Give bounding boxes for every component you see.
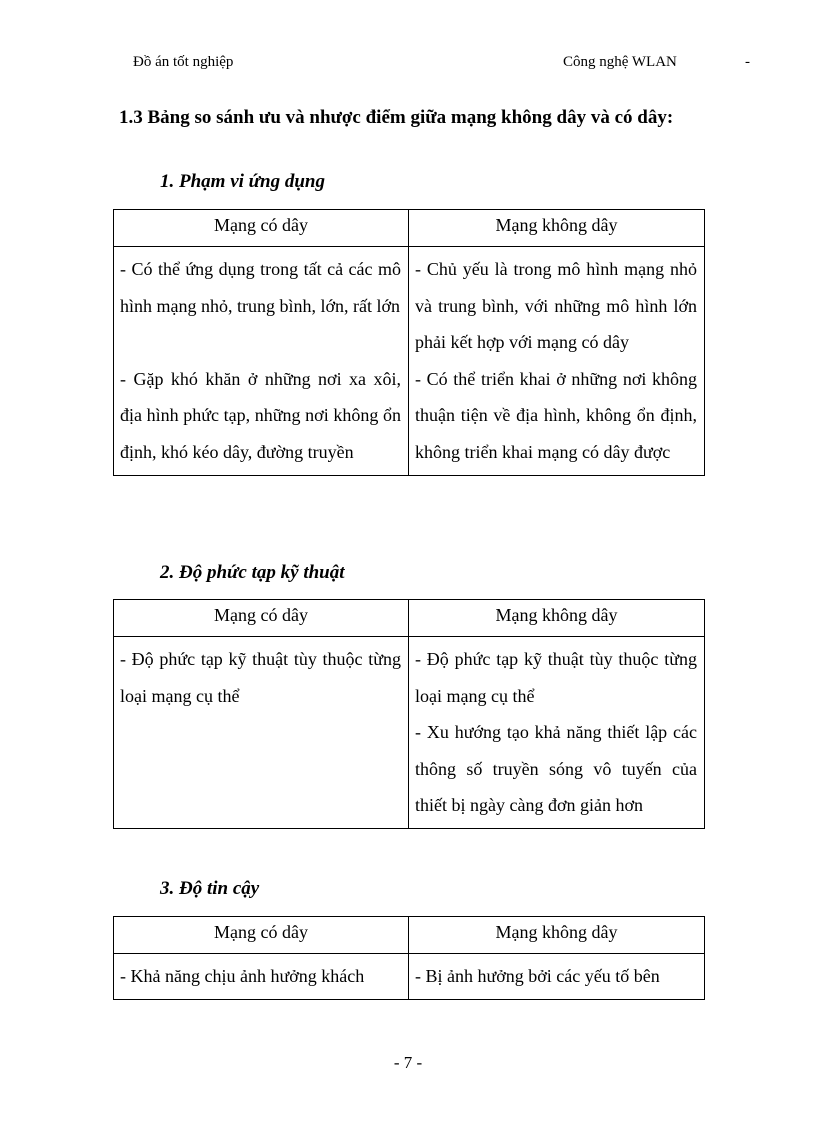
- comparison-table-complexity: [113, 599, 705, 829]
- column-header-wired: Mạng có dây: [114, 210, 409, 247]
- subsection-heading-scope: 1. Phạm vi ứng dụng: [160, 171, 325, 192]
- table-header-row: [114, 917, 705, 954]
- column-header-wired: Mạng có dây: [114, 917, 409, 954]
- page-number: - 7 -: [393, 1053, 423, 1072]
- header-doc-title: Đồ án tốt nghiệp: [133, 54, 234, 70]
- table-header-row: [114, 210, 705, 247]
- table-row: [114, 954, 705, 1000]
- table-row: [114, 637, 705, 829]
- cell-wireless: [409, 247, 705, 476]
- cell-paragraph: - Gặp khó khăn ở những nơi xa xôi, địa hình phức tạp, những nơi không ổn định, khó kéo dây, đường truyền: [120, 368, 401, 462]
- header-topic: Công nghệ WLAN: [563, 54, 677, 70]
- cell-wireless: [409, 637, 705, 829]
- comparison-table-reliability: [113, 916, 705, 1000]
- table-header-row: [114, 600, 705, 637]
- table-row: [114, 247, 705, 476]
- cell-wired: [114, 637, 409, 829]
- cell-paragraph: - Bị ảnh hưởng bởi các yếu tố bên: [415, 966, 660, 986]
- cell-paragraph: - Xu hướng tạo khả năng thiết lập các thông số truyền sóng vô tuyến của thiết bị ngày càng đơn giản hơn: [415, 722, 697, 816]
- column-header-wired: Mạng có dây: [114, 600, 409, 637]
- cell-wired: [114, 954, 409, 1000]
- cell-paragraph: - Độ phức tạp kỹ thuật tùy thuộc từng loại mạng cụ thể: [120, 649, 401, 706]
- cell-wired: [114, 247, 409, 476]
- comparison-table-scope: [113, 209, 705, 476]
- header-mark: -: [745, 54, 750, 70]
- subsection-heading-complexity: 2. Độ phức tạp kỹ thuật: [160, 562, 345, 583]
- section-title: 1.3 Bảng so sánh ưu và nhược điểm giữa mạng không dây và có dây:: [119, 107, 674, 128]
- cell-paragraph: - Độ phức tạp kỹ thuật tùy thuộc từng loại mạng cụ thể: [415, 649, 697, 706]
- cell-paragraph: - Có thể triển khai ở những nơi không thuận tiện về địa hình, không ổn định, không triển khai mạng có dây được: [415, 368, 697, 462]
- subsection-heading-reliability: 3. Độ tin cậy: [160, 878, 260, 899]
- cell-paragraph: - Khả năng chịu ảnh hưởng khách: [120, 966, 365, 986]
- cell-paragraph: - Có thể ứng dụng trong tất cả các mô hình mạng nhỏ, trung bình, lớn, rất lớn: [120, 259, 401, 316]
- cell-wireless: [409, 954, 705, 1000]
- cell-paragraph: - Chủ yếu là trong mô hình mạng nhỏ và trung bình, với những mô hình lớn phải kết hợp với mạng có dây: [415, 259, 697, 353]
- column-header-wireless: Mạng không dây: [409, 917, 705, 954]
- column-header-wireless: Mạng không dây: [409, 600, 705, 637]
- column-header-wireless: Mạng không dây: [409, 210, 705, 247]
